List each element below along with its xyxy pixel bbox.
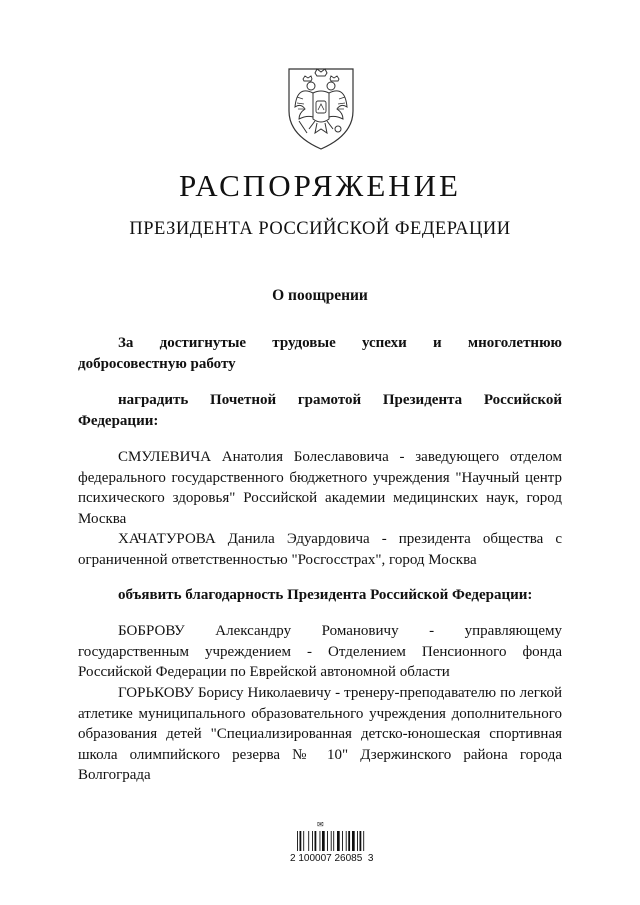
coat-of-arms-icon — [283, 63, 359, 151]
intro-paragraph: За достигнутые трудовые успехи и многолетнюю добросовестную работу — [78, 335, 562, 372]
document-title: РАСПОРЯЖЕНИЕ — [179, 168, 461, 203]
barcode-icon — [293, 817, 375, 879]
award-2-item: БОБРОВУ Александру Романовичу - управляющему государственным учреждением - Отделением Пенсионного фонда Российской Федерации по Еврейской автономной области — [78, 623, 562, 680]
award-2-label: объявить благодарность Президента Российской Федерации: — [118, 587, 533, 603]
barcode-number: 2 100007 26085 3 — [290, 853, 374, 864]
document-subtitle: ПРЕЗИДЕНТА РОССИЙСКОЙ ФЕДЕРАЦИИ — [129, 219, 511, 239]
award-1-item: СМУЛЕВИЧА Анатолия Болеславовича - заведующего отделом федерального государственного бюджетного учреждения "Научный центр психического здоровья" Российской академии медицинских наук, город Москва — [78, 449, 562, 527]
award-2-item: ГОРЬКОВУ Борису Николаевичу - тренеру-преподавателю по легкой атлетике муниципального образовательного учреждения дополнительного образования детей "Специализированная детско-юношеская спортивная школа олимпийского резерва № 10" Дзержинского района города Волгограда — [78, 685, 562, 783]
award-1-label: наградить Почетной грамотой Президента Российской Федерации: — [78, 392, 562, 429]
svg-text:✉: ✉ — [317, 820, 324, 829]
document-heading: О поощрении — [272, 287, 368, 304]
award-1-item: ХАЧАТУРОВА Данила Эдуардовича - президента общества с ограниченной ответственностью "Росгосстрах", город Москва — [78, 531, 562, 568]
